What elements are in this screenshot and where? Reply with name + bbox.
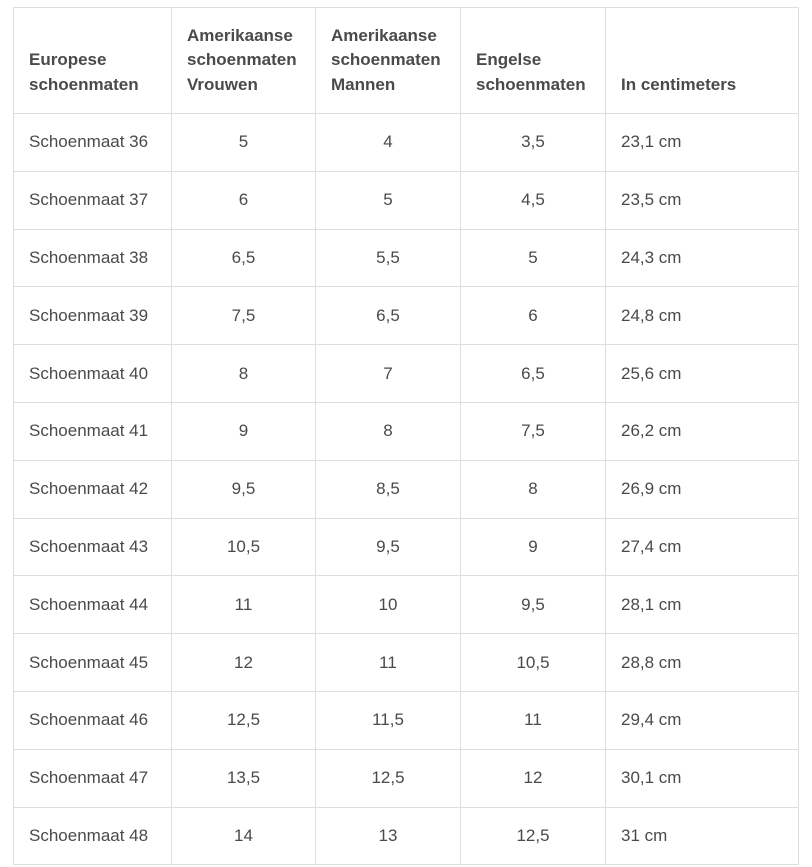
cell-us-women-size: 9,5 xyxy=(172,460,316,518)
cell-us-men-size: 5 xyxy=(316,171,461,229)
cell-european-size: Schoenmaat 39 xyxy=(14,287,172,345)
shoe-size-table xyxy=(13,7,799,865)
cell-us-men-size: 6,5 xyxy=(316,287,461,345)
table-row xyxy=(14,634,799,692)
header-line: Vrouwen xyxy=(187,74,258,94)
cell-european-size: Schoenmaat 40 xyxy=(14,345,172,403)
header-line: Amerikaanse xyxy=(331,25,437,45)
header-us-men-sizes xyxy=(316,8,461,114)
cell-centimeters: 28,8 cm xyxy=(606,634,799,692)
table-header xyxy=(14,8,799,114)
cell-us-women-size: 10,5 xyxy=(172,518,316,576)
cell-us-women-size: 5 xyxy=(172,114,316,172)
size-table-container xyxy=(13,7,798,865)
cell-us-men-size: 11 xyxy=(316,634,461,692)
table-row xyxy=(14,287,799,345)
cell-european-size: Schoenmaat 37 xyxy=(14,171,172,229)
header-uk-sizes xyxy=(461,8,606,114)
cell-uk-size: 5 xyxy=(461,229,606,287)
header-line: schoenmaten xyxy=(187,50,297,69)
cell-european-size: Schoenmaat 45 xyxy=(14,634,172,692)
header-line: Mannen xyxy=(331,74,396,94)
cell-us-women-size: 12,5 xyxy=(172,691,316,749)
table-row xyxy=(14,114,799,172)
cell-us-women-size: 8 xyxy=(172,345,316,403)
cell-european-size: Schoenmaat 36 xyxy=(14,114,172,172)
cell-centimeters: 27,4 cm xyxy=(606,518,799,576)
header-centimeters xyxy=(606,8,799,114)
cell-uk-size: 6 xyxy=(461,287,606,345)
cell-uk-size: 12 xyxy=(461,749,606,807)
table-row xyxy=(14,229,799,287)
cell-centimeters: 23,5 cm xyxy=(606,171,799,229)
table-row xyxy=(14,171,799,229)
cell-uk-size: 9 xyxy=(461,518,606,576)
header-row xyxy=(14,8,799,114)
table-row xyxy=(14,576,799,634)
cell-centimeters: 24,3 cm xyxy=(606,229,799,287)
cell-us-men-size: 8,5 xyxy=(316,460,461,518)
cell-uk-size: 9,5 xyxy=(461,576,606,634)
cell-us-men-size: 7 xyxy=(316,345,461,403)
cell-us-men-size: 13 xyxy=(316,807,461,865)
cell-us-women-size: 7,5 xyxy=(172,287,316,345)
cell-centimeters: 30,1 cm xyxy=(606,749,799,807)
cell-uk-size: 11 xyxy=(461,691,606,749)
cell-us-women-size: 11 xyxy=(172,576,316,634)
cell-us-women-size: 6 xyxy=(172,171,316,229)
cell-us-women-size: 14 xyxy=(172,807,316,865)
header-line: schoenmaten xyxy=(29,74,139,94)
cell-centimeters: 29,4 cm xyxy=(606,691,799,749)
table-row xyxy=(14,691,799,749)
cell-uk-size: 4,5 xyxy=(461,171,606,229)
cell-uk-size: 7,5 xyxy=(461,402,606,460)
cell-us-men-size: 11,5 xyxy=(316,691,461,749)
cell-european-size: Schoenmaat 44 xyxy=(14,576,172,634)
cell-european-size: Schoenmaat 42 xyxy=(14,460,172,518)
table-row xyxy=(14,749,799,807)
header-line: In centimeters xyxy=(621,74,737,94)
header-us-women-sizes xyxy=(172,8,316,114)
cell-uk-size: 6,5 xyxy=(461,345,606,403)
table-row xyxy=(14,518,799,576)
cell-uk-size: 8 xyxy=(461,460,606,518)
cell-centimeters: 23,1 cm xyxy=(606,114,799,172)
cell-us-women-size: 9 xyxy=(172,402,316,460)
header-line: schoenmaten xyxy=(331,50,441,69)
cell-us-men-size: 5,5 xyxy=(316,229,461,287)
cell-uk-size: 10,5 xyxy=(461,634,606,692)
cell-uk-size: 12,5 xyxy=(461,807,606,865)
cell-us-women-size: 6,5 xyxy=(172,229,316,287)
table-row xyxy=(14,402,799,460)
cell-european-size: Schoenmaat 47 xyxy=(14,749,172,807)
table-row xyxy=(14,460,799,518)
header-european-sizes xyxy=(14,8,172,114)
cell-us-men-size: 10 xyxy=(316,576,461,634)
cell-us-women-size: 13,5 xyxy=(172,749,316,807)
cell-european-size: Schoenmaat 46 xyxy=(14,691,172,749)
cell-us-men-size: 4 xyxy=(316,114,461,172)
header-line: Europese xyxy=(29,50,107,69)
header-line: Amerikaanse xyxy=(187,25,293,45)
cell-centimeters: 26,9 cm xyxy=(606,460,799,518)
table-row xyxy=(14,345,799,403)
cell-european-size: Schoenmaat 43 xyxy=(14,518,172,576)
cell-uk-size: 3,5 xyxy=(461,114,606,172)
header-line: schoenmaten xyxy=(476,74,586,94)
cell-us-men-size: 12,5 xyxy=(316,749,461,807)
cell-european-size: Schoenmaat 48 xyxy=(14,807,172,865)
cell-us-men-size: 8 xyxy=(316,402,461,460)
header-line: Engelse xyxy=(476,50,542,69)
table-body xyxy=(14,114,799,865)
cell-european-size: Schoenmaat 41 xyxy=(14,402,172,460)
cell-centimeters: 25,6 cm xyxy=(606,345,799,403)
cell-centimeters: 24,8 cm xyxy=(606,287,799,345)
cell-centimeters: 31 cm xyxy=(606,807,799,865)
cell-us-men-size: 9,5 xyxy=(316,518,461,576)
cell-us-women-size: 12 xyxy=(172,634,316,692)
cell-european-size: Schoenmaat 38 xyxy=(14,229,172,287)
cell-centimeters: 26,2 cm xyxy=(606,402,799,460)
cell-centimeters: 28,1 cm xyxy=(606,576,799,634)
table-row xyxy=(14,807,799,865)
